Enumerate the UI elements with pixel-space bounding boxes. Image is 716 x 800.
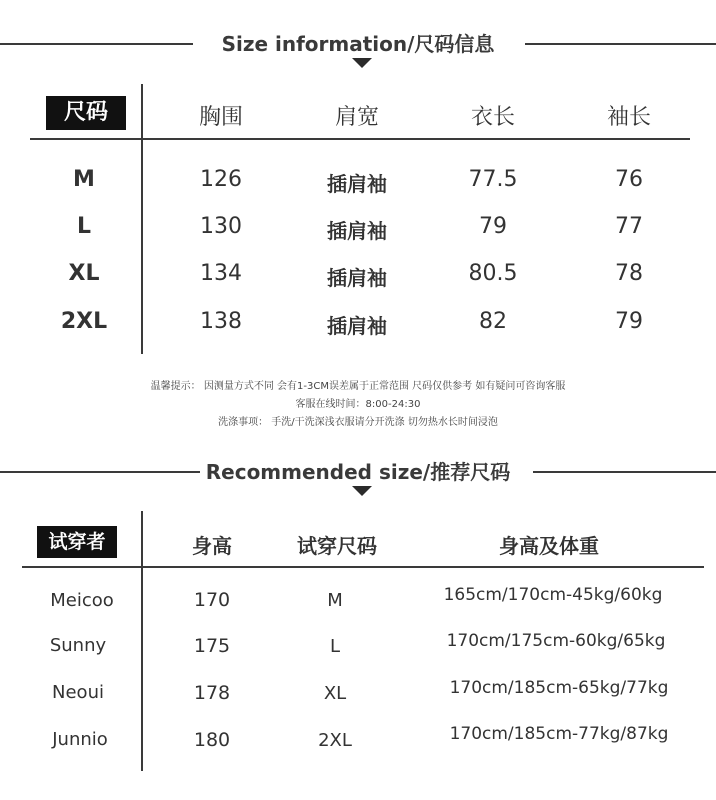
size-cell: L — [76, 214, 92, 239]
size-header-shoulder: 肩宽 — [334, 105, 380, 130]
size-header-chest: 胸围 — [198, 105, 244, 130]
recommend-cell: Sunny — [49, 635, 107, 656]
recommend-cell: XL — [323, 683, 347, 704]
recommend-cell: 170cm/175cm-60kg/65kg — [446, 631, 666, 651]
size-cell: 2XL — [60, 309, 108, 334]
recommend-cell: 180 — [193, 729, 231, 751]
size-cell: XL — [68, 261, 100, 286]
size-cell: 插肩袖 — [327, 219, 387, 243]
recommend-cell: 170 — [193, 589, 231, 611]
recommend-cell: Neoui — [52, 682, 104, 703]
size-cell: 插肩袖 — [327, 314, 387, 338]
size-header-length: 衣长 — [470, 105, 516, 130]
size-cell: 134 — [200, 261, 242, 286]
recommend-cell: Meicoo — [50, 590, 114, 611]
recommend-cell: 178 — [193, 682, 231, 704]
recommend-cell: Junnio — [52, 729, 108, 750]
size-cell: 插肩袖 — [327, 172, 387, 196]
recommend-header-height: 身高 — [192, 534, 232, 558]
size-cell: M — [73, 167, 95, 192]
size-cell: 79 — [479, 214, 507, 239]
header-rule-right — [525, 43, 716, 45]
size-section-title: Size information/尺码信息 — [221, 32, 495, 56]
header-rule-right — [533, 471, 716, 473]
recommend-header-size: 试穿尺码 — [297, 534, 377, 558]
down-arrow-icon — [352, 58, 372, 68]
size-cell: 79 — [615, 309, 643, 334]
size-cell: 130 — [200, 214, 242, 239]
recommend-cell: 170cm/185cm-77kg/87kg — [449, 724, 669, 744]
tip-note: 温馨提示： 因测量方式不同 会有1-3CM误差属于正常范围 尺码仅供参考 如有疑问可咨询客服 — [150, 381, 566, 392]
size-cell: 80.5 — [468, 261, 518, 286]
recommend-section-title: Recommended size/推荐尺码 — [205, 460, 511, 484]
recommend-cell: L — [329, 636, 341, 657]
size-cell: 82 — [479, 309, 507, 334]
size-table-divider-horizontal — [30, 138, 690, 140]
service-hours-note: 客服在线时间：8:00-24:30 — [295, 399, 421, 410]
recommend-cell: 170cm/185cm-65kg/77kg — [449, 678, 669, 698]
washing-note: 洗涤事项： 手洗/干洗深浅衣服请分开洗涤 切勿热水长时间浸泡 — [218, 417, 498, 428]
recommend-header-badge: 试穿者 — [37, 526, 117, 558]
size-header-sleeve: 袖长 — [606, 105, 652, 130]
down-arrow-icon — [352, 486, 372, 496]
recommend-table-divider-vertical — [141, 511, 143, 771]
size-cell: 126 — [200, 167, 242, 192]
size-cell: 77 — [615, 214, 643, 239]
recommend-cell: 175 — [193, 635, 231, 657]
recommend-section-arrow-wrap — [0, 486, 716, 498]
recommend-table-divider-horizontal — [22, 566, 704, 568]
size-header-badge: 尺码 — [46, 96, 126, 130]
size-cell: 78 — [615, 261, 643, 286]
size-cell: 插肩袖 — [327, 266, 387, 290]
size-cell: 138 — [200, 309, 242, 334]
size-cell: 76 — [615, 167, 643, 192]
recommend-cell: M — [327, 590, 343, 611]
recommend-cell: 2XL — [318, 730, 352, 751]
recommend-header-height-weight: 身高及体重 — [499, 534, 599, 558]
size-cell: 77.5 — [468, 167, 518, 192]
recommend-cell: 165cm/170cm-45kg/60kg — [443, 585, 663, 605]
size-table-divider-vertical — [141, 84, 143, 354]
size-section-arrow-wrap — [0, 58, 716, 70]
